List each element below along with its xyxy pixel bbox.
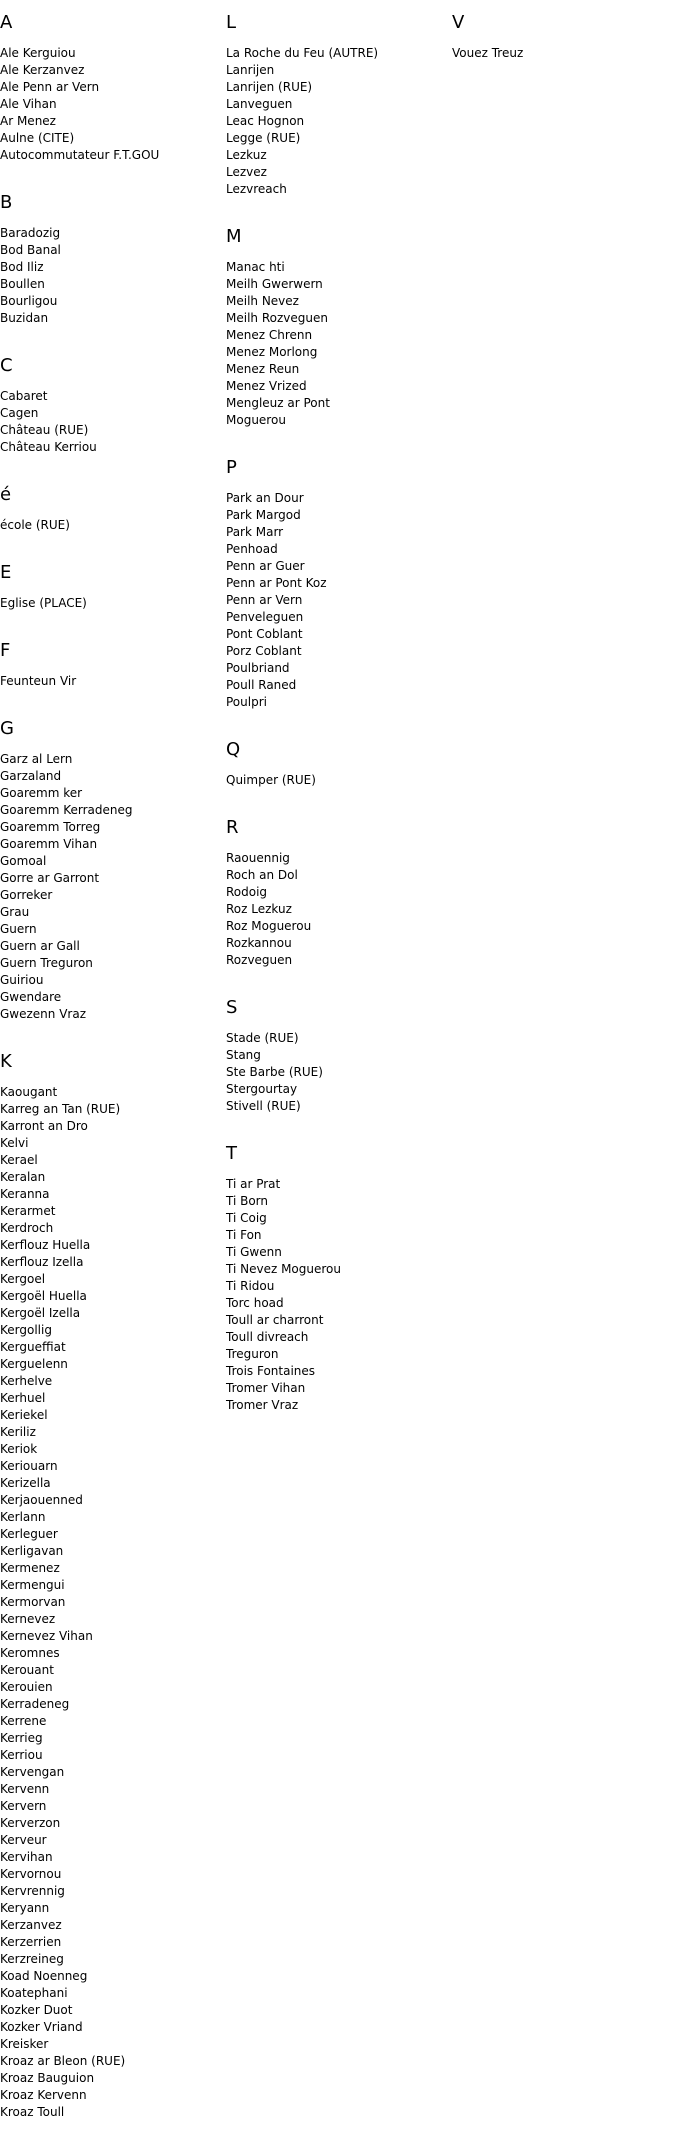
place-name-item[interactable]: Gorreker xyxy=(0,888,53,902)
place-name-item[interactable]: Bourligou xyxy=(0,294,58,308)
place-name-item[interactable]: Eglise (PLACE) xyxy=(0,596,87,610)
place-name-list xyxy=(226,490,446,711)
place-name-item[interactable]: Kerzerrien xyxy=(0,1935,62,1949)
place-name-item[interactable]: Kervenn xyxy=(0,1782,50,1796)
section-letter-heading: Q xyxy=(226,739,241,760)
place-name-item[interactable]: Kaougant xyxy=(0,1085,58,1099)
place-name-item[interactable]: Keryann xyxy=(0,1901,50,1915)
section-letter-heading: P xyxy=(226,457,237,478)
place-name-item[interactable]: Lezvreach xyxy=(226,182,287,196)
place-name-list xyxy=(0,45,220,164)
place-name-item[interactable]: Cagen xyxy=(0,406,39,420)
place-name-item[interactable]: Kervornou xyxy=(0,1867,62,1881)
place-name-item[interactable]: Quimper (RUE) xyxy=(226,773,316,787)
place-name-item[interactable]: Meilh Gwerwern xyxy=(226,277,323,291)
place-name-list xyxy=(0,225,220,327)
place-name-item[interactable]: Menez Chrenn xyxy=(226,328,313,342)
place-name-list xyxy=(0,751,220,1023)
place-name-item[interactable]: Lanveguen xyxy=(226,97,293,111)
place-name-item[interactable]: Kergollig xyxy=(0,1323,52,1337)
place-name-item[interactable]: Penn ar Pont Koz xyxy=(226,576,327,590)
place-name-item[interactable]: Keriekel xyxy=(0,1408,48,1422)
place-name-item[interactable]: Boullen xyxy=(0,277,45,291)
letter-section xyxy=(226,1143,446,1414)
section-letter-heading: G xyxy=(0,718,14,739)
place-name-item[interactable]: Vouez Treuz xyxy=(452,46,524,60)
place-name-item[interactable]: Goaremm Torreg xyxy=(0,820,101,834)
place-name-item[interactable]: Kermengui xyxy=(0,1578,65,1592)
place-name-item[interactable]: Gomoal xyxy=(0,854,47,868)
place-name-item[interactable]: Guern Treguron xyxy=(0,956,93,970)
place-name-item[interactable]: Kerguelenn xyxy=(0,1357,68,1371)
place-name-item[interactable]: Stang xyxy=(226,1048,261,1062)
place-name-item[interactable]: Kerarmet xyxy=(0,1204,56,1218)
place-name-item[interactable]: Kerligavan xyxy=(0,1544,64,1558)
place-name-item[interactable]: Garzaland xyxy=(0,769,62,783)
place-name-list xyxy=(226,772,446,789)
section-letter-heading: A xyxy=(0,12,13,33)
section-letter-heading: E xyxy=(0,562,12,583)
place-name-item[interactable]: Kernevez xyxy=(0,1612,56,1626)
place-name-item[interactable]: Kerzanvez xyxy=(0,1918,62,1932)
place-name-item[interactable]: Kervern xyxy=(0,1799,47,1813)
section-letter-heading: é xyxy=(0,484,12,505)
section-letter-heading: R xyxy=(226,817,239,838)
place-name-item[interactable]: Kerdroch xyxy=(0,1221,54,1235)
place-name-item[interactable]: Keralan xyxy=(0,1170,46,1184)
place-name-item[interactable]: Baradozig xyxy=(0,226,61,240)
letter-section xyxy=(0,562,220,612)
place-name-item[interactable]: Stade (RUE) xyxy=(226,1031,299,1045)
place-name-list xyxy=(0,388,220,456)
place-name-item[interactable]: Rodoig xyxy=(226,885,268,899)
place-name-item[interactable]: Koad Noenneg xyxy=(0,1969,88,1983)
place-name-list xyxy=(226,259,446,429)
index-column-3 xyxy=(452,12,672,90)
place-name-item[interactable]: Keriouarn xyxy=(0,1459,58,1473)
place-name-item[interactable]: Autocommutateur F.T.GOU xyxy=(0,148,160,162)
place-name-list xyxy=(0,595,220,612)
place-name-item[interactable]: Ti Fon xyxy=(226,1228,262,1242)
place-name-item[interactable]: école (RUE) xyxy=(0,518,70,532)
place-name-item[interactable]: Château (RUE) xyxy=(0,423,89,437)
place-name-item[interactable]: Lezkuz xyxy=(226,148,267,162)
place-name-item[interactable]: Château Kerriou xyxy=(0,440,97,454)
place-name-item[interactable]: Kergueffiat xyxy=(0,1340,66,1354)
place-name-list xyxy=(452,45,672,62)
place-name-item[interactable]: Kermorvan xyxy=(0,1595,66,1609)
place-name-item[interactable]: Moguerou xyxy=(226,413,286,427)
place-name-list xyxy=(0,1084,220,2121)
place-name-item[interactable]: Keromnes xyxy=(0,1646,60,1660)
place-name-item[interactable]: Kroaz ar Bleon (RUE) xyxy=(0,2054,126,2068)
index-column-2 xyxy=(226,12,446,1442)
section-letter-heading: V xyxy=(452,12,465,33)
index-column-1 xyxy=(0,12,220,2149)
place-name-item[interactable]: Ar Menez xyxy=(0,114,56,128)
place-name-item[interactable]: Garz al Lern xyxy=(0,752,73,766)
place-name-item[interactable]: Stivell (RUE) xyxy=(226,1099,301,1113)
place-name-item[interactable]: Kergoel xyxy=(0,1272,46,1286)
place-name-item[interactable]: Kermenez xyxy=(0,1561,60,1575)
place-name-item[interactable]: Kroaz Kervenn xyxy=(0,2088,87,2102)
letter-section xyxy=(0,192,220,327)
place-name-item[interactable]: Park Marr xyxy=(226,525,284,539)
letter-section xyxy=(226,817,446,969)
letter-section xyxy=(0,12,220,164)
place-name-item[interactable]: Kerveur xyxy=(0,1833,47,1847)
section-letter-heading: B xyxy=(0,192,13,213)
section-letter-heading: T xyxy=(226,1143,237,1164)
place-name-item[interactable]: Kerizella xyxy=(0,1476,51,1490)
place-name-item[interactable]: Raouennig xyxy=(226,851,290,865)
letter-section xyxy=(0,484,220,534)
place-name-item[interactable]: Guiriou xyxy=(0,973,44,987)
place-name-item[interactable]: Bod Banal xyxy=(0,243,61,257)
place-name-item[interactable]: Keriliz xyxy=(0,1425,36,1439)
place-name-list xyxy=(226,850,446,969)
place-name-item[interactable]: Kervrennig xyxy=(0,1884,65,1898)
letter-section xyxy=(452,12,672,62)
place-name-item[interactable]: Kerael xyxy=(0,1153,38,1167)
place-name-item[interactable]: Rozveguen xyxy=(226,953,293,967)
place-name-item[interactable]: Torc hoad xyxy=(226,1296,284,1310)
section-letter-heading: F xyxy=(0,640,11,661)
section-letter-heading: M xyxy=(226,226,242,247)
place-name-item[interactable]: Kerradeneg xyxy=(0,1697,70,1711)
place-name-item[interactable]: Trois Fontaines xyxy=(226,1364,316,1378)
place-name-item[interactable]: Kozker Vriand xyxy=(0,2020,83,2034)
place-name-item[interactable]: Kerhuel xyxy=(0,1391,46,1405)
place-name-item[interactable]: Penn ar Vern xyxy=(226,593,303,607)
place-name-item[interactable]: Grau xyxy=(0,905,30,919)
place-name-item[interactable]: Porz Coblant xyxy=(226,644,302,658)
place-name-item[interactable]: Kerverzon xyxy=(0,1816,61,1830)
place-name-item[interactable]: Ti Ridou xyxy=(226,1279,275,1293)
place-name-item[interactable]: Park Margod xyxy=(226,508,301,522)
place-name-item[interactable]: Lanrijen (RUE) xyxy=(226,80,313,94)
letter-section xyxy=(226,739,446,789)
place-name-list xyxy=(226,1030,446,1115)
place-name-item[interactable]: Poull Raned xyxy=(226,678,297,692)
place-name-item[interactable]: Karreg an Tan (RUE) xyxy=(0,1102,121,1116)
place-name-item[interactable]: Toull ar charront xyxy=(226,1313,324,1327)
section-letter-heading: L xyxy=(226,12,237,33)
place-name-item[interactable]: Poulbriand xyxy=(226,661,290,675)
place-name-list xyxy=(226,1176,446,1414)
place-name-item[interactable]: Menez Reun xyxy=(226,362,300,376)
place-name-item[interactable]: Ti Gwenn xyxy=(226,1245,282,1259)
letter-section xyxy=(0,718,220,1023)
letter-section xyxy=(0,355,220,456)
place-name-item[interactable]: Ti Born xyxy=(226,1194,269,1208)
place-name-item[interactable]: Kerriou xyxy=(0,1748,43,1762)
letter-section xyxy=(226,226,446,429)
place-name-item[interactable]: Mengleuz ar Pont xyxy=(226,396,330,410)
place-name-item[interactable]: Kervengan xyxy=(0,1765,65,1779)
place-name-item[interactable]: Ti Nevez Moguerou xyxy=(226,1262,341,1276)
place-name-item[interactable]: Koatephani xyxy=(0,1986,68,2000)
place-name-item[interactable]: La Roche du Feu (AUTRE) xyxy=(226,46,379,60)
place-name-item[interactable]: Gwendare xyxy=(0,990,62,1004)
place-name-item[interactable]: Toull divreach xyxy=(226,1330,309,1344)
place-name-item[interactable]: Stergourtay xyxy=(226,1082,298,1096)
place-name-item[interactable]: Kerrene xyxy=(0,1714,47,1728)
place-name-item[interactable]: Ale Penn ar Vern xyxy=(0,80,100,94)
place-name-item[interactable]: Pont Coblant xyxy=(226,627,303,641)
place-name-item[interactable]: Ti ar Prat xyxy=(226,1177,281,1191)
place-name-item[interactable]: Kroaz Toull xyxy=(0,2105,65,2119)
place-name-item[interactable]: Keriok xyxy=(0,1442,38,1456)
place-name-item[interactable]: Goaremm ker xyxy=(0,786,83,800)
place-name-item[interactable]: Bod Iliz xyxy=(0,260,44,274)
place-name-item[interactable]: Rozkannou xyxy=(226,936,292,950)
place-name-item[interactable]: Aulne (CITE) xyxy=(0,131,75,145)
place-name-item[interactable]: Menez Morlong xyxy=(226,345,318,359)
letter-section xyxy=(226,12,446,198)
place-name-item[interactable]: Goaremm Vihan xyxy=(0,837,98,851)
place-name-item[interactable]: Lezvez xyxy=(226,165,267,179)
place-name-item[interactable]: Kerouien xyxy=(0,1680,53,1694)
place-name-item[interactable]: Kozker Duot xyxy=(0,2003,73,2017)
place-name-item[interactable]: Lanrijen xyxy=(226,63,275,77)
place-name-item[interactable]: Ti Coig xyxy=(226,1211,267,1225)
place-name-item[interactable]: Ale Vihan xyxy=(0,97,57,111)
place-name-item[interactable]: Guern xyxy=(0,922,37,936)
place-name-item[interactable]: Kerflouz Huella xyxy=(0,1238,91,1252)
place-name-item[interactable]: Gorre ar Garront xyxy=(0,871,100,885)
place-name-item[interactable]: Kergoël Huella xyxy=(0,1289,87,1303)
place-name-item[interactable]: Kerrieg xyxy=(0,1731,43,1745)
place-name-list xyxy=(0,517,220,534)
place-name-item[interactable]: Roz Moguerou xyxy=(226,919,312,933)
place-name-item[interactable]: Meilh Nevez xyxy=(226,294,299,308)
place-name-item[interactable]: Kerleguer xyxy=(0,1527,58,1541)
section-letter-heading: C xyxy=(0,355,13,376)
place-name-item[interactable]: Kreisker xyxy=(0,2037,49,2051)
place-name-item[interactable]: Buzidan xyxy=(0,311,49,325)
place-name-item[interactable]: Kelvi xyxy=(0,1136,29,1150)
place-name-item[interactable]: Roch an Dol xyxy=(226,868,298,882)
place-name-item[interactable]: Kergoël Izella xyxy=(0,1306,81,1320)
place-name-item[interactable]: Kerzreineg xyxy=(0,1952,64,1966)
place-name-item[interactable]: Manac hti xyxy=(226,260,285,274)
place-name-item[interactable]: Kerjaouenned xyxy=(0,1493,83,1507)
place-name-item[interactable]: Meilh Rozveguen xyxy=(226,311,328,325)
section-letter-heading: K xyxy=(0,1051,12,1072)
place-name-item[interactable]: Park an Dour xyxy=(226,491,304,505)
place-name-item[interactable]: Leac Hognon xyxy=(226,114,305,128)
place-name-item[interactable]: Feunteun Vir xyxy=(0,674,77,688)
place-name-item[interactable]: Karront an Dro xyxy=(0,1119,88,1133)
place-name-list xyxy=(226,45,446,198)
place-name-item[interactable]: Tromer Vraz xyxy=(226,1398,299,1412)
place-name-item[interactable]: Treguron xyxy=(226,1347,279,1361)
place-name-item[interactable]: Kernevez Vihan xyxy=(0,1629,93,1643)
place-name-item[interactable]: Ale Kerzanvez xyxy=(0,63,85,77)
place-name-item[interactable]: Kerlann xyxy=(0,1510,46,1524)
place-name-item[interactable]: Poulpri xyxy=(226,695,267,709)
place-name-item[interactable]: Kroaz Bauguion xyxy=(0,2071,95,2085)
place-name-item[interactable]: Keranna xyxy=(0,1187,50,1201)
place-name-item[interactable]: Legge (RUE) xyxy=(226,131,301,145)
section-letter-heading: S xyxy=(226,997,238,1018)
place-name-item[interactable]: Cabaret xyxy=(0,389,48,403)
place-name-list xyxy=(0,673,220,690)
place-name-item[interactable]: Kervihan xyxy=(0,1850,53,1864)
place-name-item[interactable]: Penn ar Guer xyxy=(226,559,305,573)
place-name-item[interactable]: Penveleguen xyxy=(226,610,304,624)
place-name-item[interactable]: Menez Vrized xyxy=(226,379,307,393)
place-name-item[interactable]: Roz Lezkuz xyxy=(226,902,292,916)
letter-section xyxy=(226,997,446,1115)
place-name-item[interactable]: Kerouant xyxy=(0,1663,54,1677)
place-name-item[interactable]: Guern ar Gall xyxy=(0,939,80,953)
letter-section xyxy=(0,1051,220,2121)
place-name-item[interactable]: Ste Barbe (RUE) xyxy=(226,1065,323,1079)
letter-section xyxy=(226,457,446,711)
place-name-item[interactable]: Gwezenn Vraz xyxy=(0,1007,86,1021)
letter-section xyxy=(0,640,220,690)
place-name-item[interactable]: Kerhelve xyxy=(0,1374,53,1388)
place-name-item[interactable]: Penhoad xyxy=(226,542,278,556)
place-name-item[interactable]: Kerflouz Izella xyxy=(0,1255,84,1269)
place-name-item[interactable]: Ale Kerguiou xyxy=(0,46,76,60)
place-name-item[interactable]: Tromer Vihan xyxy=(226,1381,306,1395)
place-name-item[interactable]: Goaremm Kerradeneg xyxy=(0,803,133,817)
